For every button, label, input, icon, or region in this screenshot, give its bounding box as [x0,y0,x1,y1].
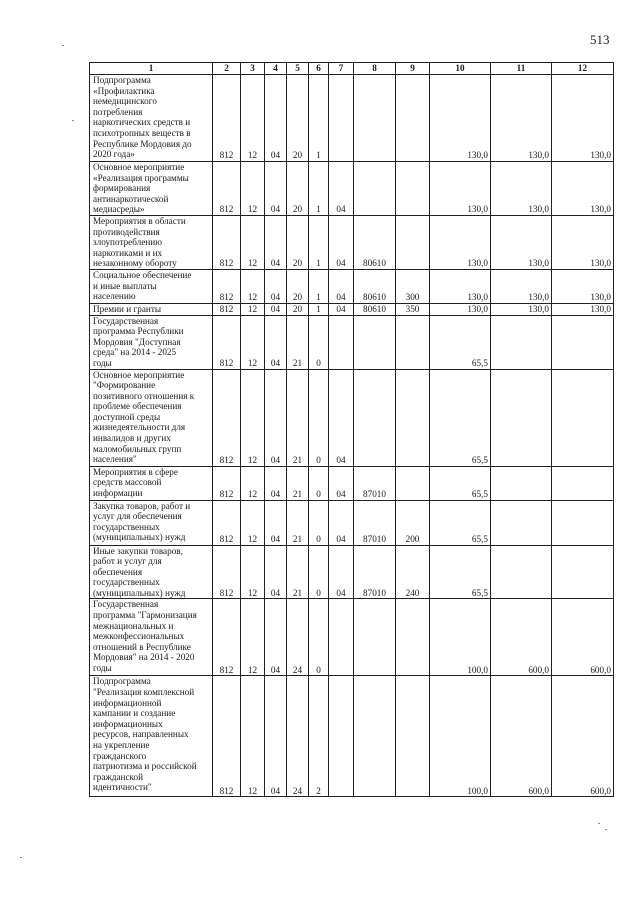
cell-col-6: 0 [309,599,329,676]
cell-col-4: 04 [265,215,287,269]
cell-col-8: 80610 [354,303,396,315]
cell-col-11: 130,0 [491,162,552,216]
cell-col-10: 130,0 [430,269,491,303]
cell-col-4: 04 [265,369,287,466]
cell-col-9 [396,162,430,216]
cell-col-6: 1 [309,303,329,315]
cell-col-3: 12 [241,303,265,315]
scan-speck [605,829,607,830]
cell-col-8 [354,676,396,797]
cell-col-8: 80610 [354,215,396,269]
cell-col-7: 04 [329,500,354,545]
cell-col-11: 130,0 [491,303,552,315]
cell-col-11 [491,315,552,369]
cell-col-2: 812 [213,315,241,369]
table-row [90,303,614,315]
cell-col-9 [396,466,430,500]
cell-col-7: 04 [329,162,354,216]
cell-col-8 [354,162,396,216]
cell-col-8 [354,315,396,369]
cell-col-8: 87010 [354,466,396,500]
table-row [90,215,614,269]
cell-col-6: 0 [309,315,329,369]
cell-col-10: 100,0 [430,676,491,797]
row-name-cell: Подпрограмма «Профилактика немедицинского потребления наркотических средств и психотропных веществ в Республике Мордовия до 2020 года» [90,75,213,162]
row-name-cell: Государственная программа Республики Мордовия "Доступная среда" на 2014 - 2025 годы [90,315,213,369]
row-name-cell: Государственная программа "Гармонизация межнациональных и межконфессиональных отношений в Республике Мордовия" на 2014 - 2020 годы [90,599,213,676]
cell-col-6: 1 [309,75,329,162]
cell-col-11: 130,0 [491,215,552,269]
cell-col-7 [329,315,354,369]
cell-col-4: 04 [265,75,287,162]
cell-col-12: 130,0 [552,269,614,303]
cell-col-7 [329,599,354,676]
cell-col-6: 0 [309,369,329,466]
cell-col-2: 812 [213,215,241,269]
cell-col-12: 130,0 [552,215,614,269]
cell-col-7: 04 [329,369,354,466]
column-header-9: 9 [396,63,430,75]
cell-col-7: 04 [329,303,354,315]
cell-col-11: 130,0 [491,269,552,303]
table-row [90,369,614,466]
cell-col-6: 2 [309,676,329,797]
cell-col-2: 812 [213,303,241,315]
cell-col-12 [552,315,614,369]
cell-col-3: 12 [241,162,265,216]
cell-col-7: 04 [329,269,354,303]
cell-col-6: 0 [309,545,329,599]
cell-col-2: 812 [213,545,241,599]
cell-col-12 [552,466,614,500]
cell-col-5: 21 [287,500,309,545]
cell-col-5: 21 [287,369,309,466]
cell-col-2: 812 [213,676,241,797]
cell-col-10: 130,0 [430,162,491,216]
cell-col-3: 12 [241,676,265,797]
column-header-8: 8 [354,63,396,75]
cell-col-5: 20 [287,75,309,162]
cell-col-4: 04 [265,162,287,216]
cell-col-9: 240 [396,545,430,599]
cell-col-3: 12 [241,500,265,545]
cell-col-6: 0 [309,500,329,545]
cell-col-3: 12 [241,269,265,303]
cell-col-3: 12 [241,315,265,369]
cell-col-3: 12 [241,215,265,269]
column-header-4: 4 [265,63,287,75]
cell-col-11: 130,0 [491,75,552,162]
row-name-cell: Премии и гранты [90,303,213,315]
row-name-cell: Подпрограмма "Реализация комплексной информационной кампании и создание информационных ресурсов, направленных на укрепление гражданского патриотизма и российской гражданской идентичности" [90,676,213,797]
table-row [90,545,614,599]
cell-col-6: 1 [309,162,329,216]
cell-col-6: 0 [309,466,329,500]
cell-col-12: 600,0 [552,676,614,797]
cell-col-5: 20 [287,303,309,315]
cell-col-10: 65,5 [430,500,491,545]
cell-col-10: 100,0 [430,599,491,676]
cell-col-4: 04 [265,599,287,676]
column-header-3: 3 [241,63,265,75]
cell-col-12 [552,500,614,545]
cell-col-6: 1 [309,215,329,269]
column-header-7: 7 [329,63,354,75]
cell-col-9 [396,75,430,162]
cell-col-2: 812 [213,369,241,466]
cell-col-5: 20 [287,269,309,303]
table-row [90,676,614,797]
cell-col-5: 20 [287,215,309,269]
cell-col-9 [396,315,430,369]
table-header-row [90,63,614,75]
cell-col-9 [396,676,430,797]
cell-col-5: 21 [287,545,309,599]
column-header-1: 1 [90,63,213,75]
cell-col-7: 04 [329,545,354,599]
cell-col-10: 65,5 [430,315,491,369]
scan-speck [62,45,64,46]
cell-col-4: 04 [265,303,287,315]
cell-col-3: 12 [241,545,265,599]
cell-col-3: 12 [241,75,265,162]
cell-col-8 [354,369,396,466]
column-header-10: 10 [430,63,491,75]
cell-col-10: 65,5 [430,466,491,500]
cell-col-5: 24 [287,676,309,797]
cell-col-6: 1 [309,269,329,303]
cell-col-10: 130,0 [430,303,491,315]
page-number: 513 [590,32,610,47]
cell-col-7 [329,75,354,162]
cell-col-2: 812 [213,466,241,500]
cell-col-11 [491,369,552,466]
cell-col-7: 04 [329,215,354,269]
table-row [90,466,614,500]
cell-col-2: 812 [213,269,241,303]
cell-col-2: 812 [213,500,241,545]
cell-col-11 [491,545,552,599]
scan-speck [598,823,600,824]
cell-col-7 [329,676,354,797]
table-row [90,500,614,545]
cell-col-10: 130,0 [430,215,491,269]
table-row [90,269,614,303]
column-header-6: 6 [309,63,329,75]
cell-col-9: 350 [396,303,430,315]
row-name-cell: Основное мероприятие "Формирование позитивного отношения к проблеме обеспечения доступной среды жизнедеятельности для инвалидов и других маломобильных групп населения" [90,369,213,466]
cell-col-4: 04 [265,315,287,369]
cell-col-3: 12 [241,369,265,466]
column-header-2: 2 [213,63,241,75]
table-row [90,162,614,216]
column-header-5: 5 [287,63,309,75]
cell-col-9 [396,215,430,269]
cell-col-2: 812 [213,75,241,162]
row-name-cell: Мероприятия в области противодействия злоупотреблению наркотиками и их незаконному обороту [90,215,213,269]
cell-col-11: 600,0 [491,676,552,797]
table-row [90,599,614,676]
cell-col-7: 04 [329,466,354,500]
table-row [90,315,614,369]
column-header-12: 12 [552,63,614,75]
column-header-11: 11 [491,63,552,75]
cell-col-10: 130,0 [430,75,491,162]
cell-col-12: 130,0 [552,162,614,216]
cell-col-10: 65,5 [430,369,491,466]
cell-col-5: 21 [287,315,309,369]
budget-table [89,62,614,797]
cell-col-12: 130,0 [552,303,614,315]
cell-col-9: 300 [396,269,430,303]
cell-col-12 [552,545,614,599]
cell-col-9: 200 [396,500,430,545]
cell-col-8: 87010 [354,500,396,545]
cell-col-9 [396,599,430,676]
cell-col-4: 04 [265,500,287,545]
row-name-cell: Закупка товаров, работ и услуг для обеспечения государственных (муниципальных) нужд [90,500,213,545]
cell-col-4: 04 [265,466,287,500]
cell-col-10: 65,5 [430,545,491,599]
cell-col-11 [491,466,552,500]
cell-col-4: 04 [265,676,287,797]
cell-col-5: 21 [287,466,309,500]
cell-col-5: 20 [287,162,309,216]
cell-col-12 [552,369,614,466]
scan-speck [20,857,22,858]
cell-col-3: 12 [241,466,265,500]
row-name-cell: Основное мероприятие «Реализация программы формирования антинаркотической медиасреды» [90,162,213,216]
cell-col-5: 24 [287,599,309,676]
cell-col-11: 600,0 [491,599,552,676]
cell-col-2: 812 [213,162,241,216]
cell-col-8 [354,75,396,162]
row-name-cell: Иные закупки товаров, работ и услуг для обеспечения государственных (муниципальных) нужд [90,545,213,599]
row-name-cell: Социальное обеспечение и иные выплаты населению [90,269,213,303]
cell-col-4: 04 [265,269,287,303]
cell-col-12: 130,0 [552,75,614,162]
scan-speck [72,120,74,121]
cell-col-8: 80610 [354,269,396,303]
cell-col-2: 812 [213,599,241,676]
cell-col-4: 04 [265,545,287,599]
table-row [90,75,614,162]
cell-col-9 [396,369,430,466]
cell-col-8: 87010 [354,545,396,599]
cell-col-12: 600,0 [552,599,614,676]
cell-col-8 [354,599,396,676]
cell-col-11 [491,500,552,545]
row-name-cell: Мероприятия в сфере средств массовой информации [90,466,213,500]
cell-col-3: 12 [241,599,265,676]
